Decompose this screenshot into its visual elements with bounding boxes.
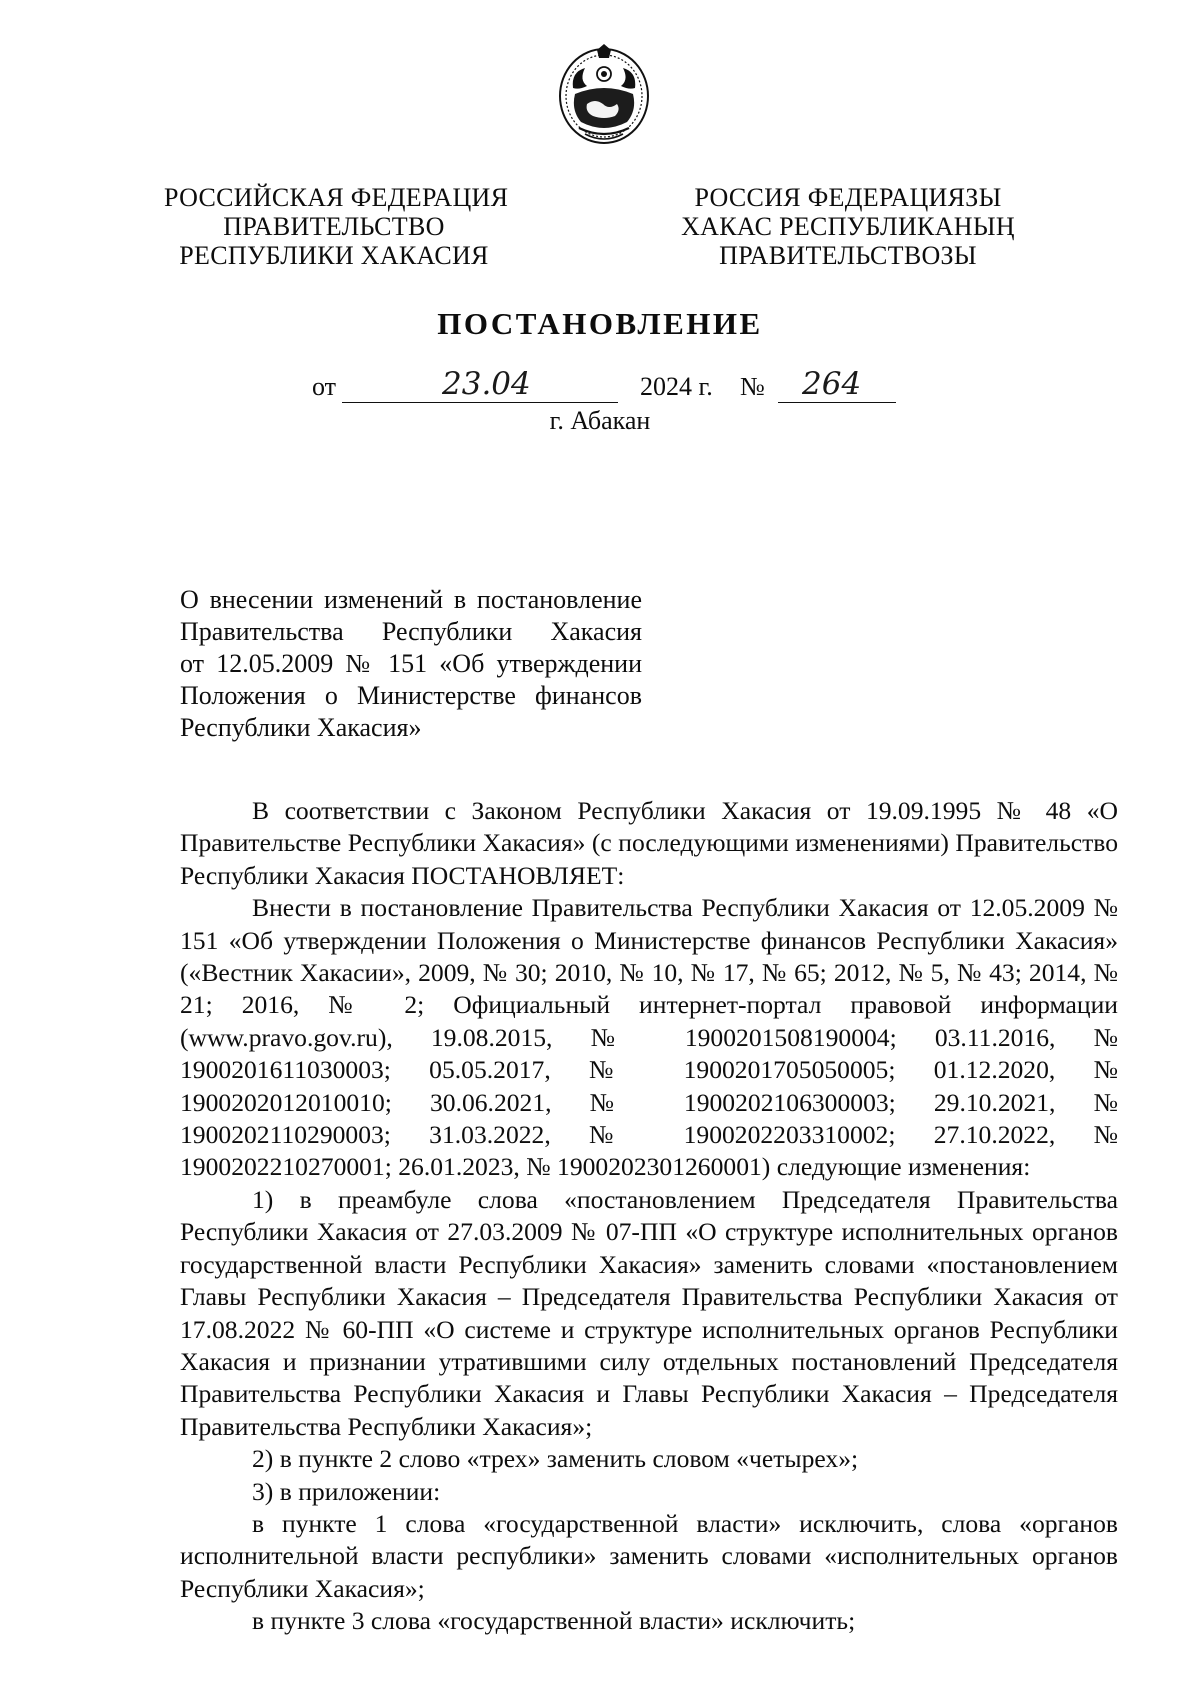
subject-line: Республики Хакасия» <box>180 713 422 742</box>
date-number-line <box>300 366 900 408</box>
body-paragraph: 1) в преамбуле слова «постановлением Председателя Правительства Республики Хакасия от 27.03.2009 № 07-ПП «О структуре исполнительных органов государственной власти Республики Хакасия» заменить словами «постановлением Главы Республики Хакасия – Председателя Правительства Республики Хакасия от 17.08.2022 № 60-ПП «О системе и структуре исполнительных органов Республики Хакасия и признании утратившими силу отдельных постановлений Председателя Правительства Республики Хакасия и Главы Республики Хакасия – Председателя Правительства Республики Хакасия»; <box>180 1184 1118 1441</box>
body-paragraph: в пункте 3 слова «государственной власти» исключить; <box>252 1606 856 1636</box>
body-paragraph: в пункте 1 слова «государственной власти» исключить, слова «органов исполнительной власти республики» заменить словами «исполнительных органов Республики Хакасия»; <box>180 1508 1118 1603</box>
city-label: г. Абакан <box>549 406 651 435</box>
body-paragraph: В соответствии с Законом Республики Хакасия от 19.09.1995 № 48 «О Правительстве Республики Хакасия» (с последующими изменениями) Правительство Республики Хакасия ПОСТАНОВЛЯЕТ: <box>180 796 1118 890</box>
header-right-line: ПРАВИТЕЛЬСТВОЗЫ <box>719 241 977 270</box>
handwritten-date: 23.04 <box>442 366 531 402</box>
header-left-block <box>164 183 509 270</box>
number-underline <box>778 402 896 403</box>
body-paragraph: Внести в постановление Правительства Республики Хакасия от 12.05.2009 № 151 «Об утверждении Положения о Министерстве финансов Республики Хакасия» («Вестник Хакасии», 2009, № 30; 2010, № 10, № 17, № 65; 2012, № 5, № 43; 2014, № 21; 2016, № 2; Официальный интернет-портал правовой информации (www.pravo.gov.ru), 19.08.2015, № 1900201508190004; 03.11.2016, № 1900201611030003; 05.05.2017, № 1900201705050005; 01.12.2020, № 1900202012010010; 30.06.2021, № 1900202106300003; 29.10.2021, № 1900202110290003; 31.03.2022, № 1900202203310002; 27.10.2022, № 1900202210270001; 26.01.2023, № 1900202301260001) следующие изменения: <box>180 893 1118 1182</box>
header-left-line: ПРАВИТЕЛЬСТВО <box>223 212 445 241</box>
subject-line: Положения о Министерстве финансов <box>180 681 642 710</box>
subject-line: О внесении изменений в постановление <box>180 585 642 614</box>
coat-of-arms-emblem <box>557 44 651 146</box>
subject-line: Правительства Республики Хакасия <box>180 617 642 646</box>
handwritten-number: 264 <box>802 366 862 402</box>
year-label: 2024 г. <box>640 372 713 401</box>
number-sign-label: № <box>740 372 765 401</box>
header-left-line: РЕСПУБЛИКИ ХАКАСИЯ <box>179 241 489 270</box>
body-paragraph: 2) в пункте 2 слово «трех» заменить словом «четырех»; <box>252 1444 859 1474</box>
date-underline <box>342 402 618 403</box>
header-right-line: ХАКАС РЕСПУБЛИКАНЫҢ <box>681 212 1015 241</box>
document-subject <box>180 584 642 744</box>
header-left-line: РОССИЙСКАЯ ФЕДЕРАЦИЯ <box>164 183 509 212</box>
header-right-block <box>678 183 1018 270</box>
document-title: ПОСТАНОВЛЕНИЕ <box>437 306 763 341</box>
header-right-line: РОССИЯ ФЕДЕРАЦИЯЗЫ <box>694 183 1002 212</box>
body-paragraph: 3) в приложении: <box>252 1476 441 1506</box>
document-body <box>180 795 1118 1638</box>
subject-line: от 12.05.2009 № 151 «Об утверждении <box>180 649 642 678</box>
date-from-label: от <box>312 372 337 401</box>
